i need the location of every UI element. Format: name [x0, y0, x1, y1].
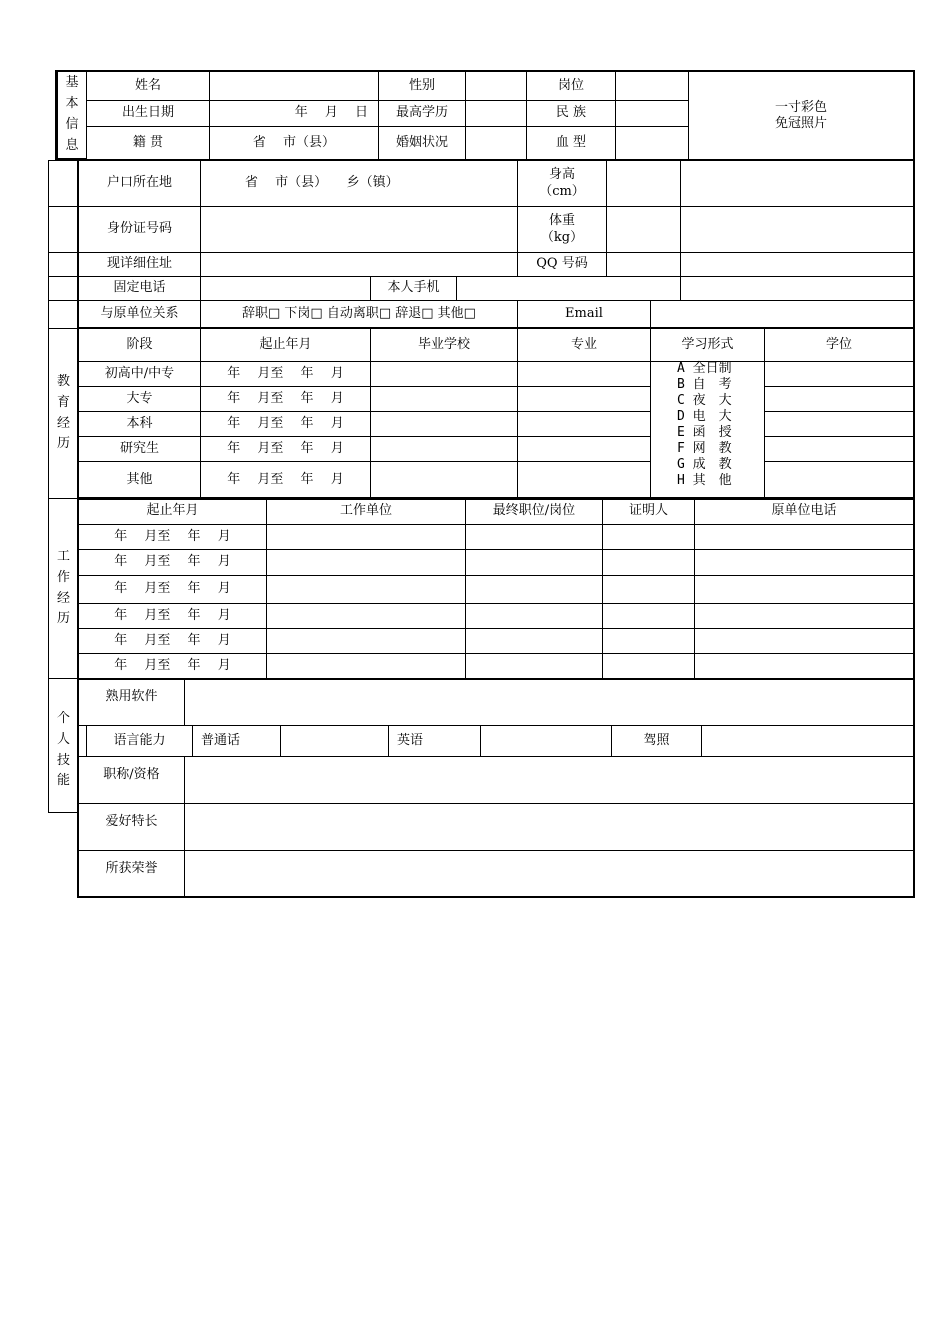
- license-label: 驾照: [611, 725, 702, 757]
- edu-header-stage: 阶段: [78, 328, 201, 362]
- edu-school-field[interactable]: [370, 461, 518, 499]
- edu-school-field[interactable]: [370, 361, 518, 387]
- row-gutter: [48, 300, 79, 329]
- edu-header-major: 专业: [517, 328, 651, 362]
- work-section-label: 工 作 经 历: [48, 498, 79, 679]
- edu-major-field[interactable]: [517, 386, 651, 412]
- native-label: 籍 贯: [86, 126, 210, 160]
- work-company-field[interactable]: [266, 603, 466, 629]
- work-phone-field[interactable]: [694, 549, 914, 576]
- edu-degree-field[interactable]: [764, 436, 914, 462]
- marital-field[interactable]: [465, 126, 527, 160]
- edu-degree-field[interactable]: [764, 361, 914, 387]
- work-phone-field[interactable]: [694, 628, 914, 654]
- basic-info-section-label: 基 本 信 息: [57, 71, 87, 159]
- extra-field[interactable]: [680, 276, 914, 301]
- hobby-label: 爱好特长: [78, 803, 185, 851]
- study-mode-item: F 网 教: [677, 441, 732, 456]
- edu-degree-field[interactable]: [764, 386, 914, 412]
- ethnic-label: 民 族: [526, 100, 616, 127]
- work-reference-field[interactable]: [602, 628, 695, 654]
- education-section-label: 教 育 经 历: [48, 328, 79, 499]
- row-gutter: [48, 160, 79, 207]
- language-label: 语言能力: [86, 725, 193, 757]
- title-label: 职称/资格: [78, 756, 185, 804]
- hukou-field[interactable]: 省 市（县） 乡（镇）: [200, 160, 518, 207]
- work-title-field[interactable]: [465, 549, 603, 576]
- study-mode-item: H 其 他: [677, 473, 732, 488]
- study-mode-list: [677, 361, 761, 489]
- work-period-field[interactable]: 年 月至 年 月: [78, 524, 267, 550]
- height-field[interactable]: [606, 160, 681, 207]
- row-gutter: [48, 276, 79, 301]
- edu-stage-label: 本科: [78, 411, 201, 437]
- edu-school-field[interactable]: [370, 436, 518, 462]
- work-header-title: 最终职位/岗位: [465, 498, 603, 525]
- edu-stage-label: 大专: [78, 386, 201, 412]
- edu-school-field[interactable]: [370, 411, 518, 437]
- honor-label: 所获荣誉: [78, 850, 185, 897]
- weight-field[interactable]: [606, 206, 681, 253]
- weight-label: 体重 （kg）: [517, 206, 607, 253]
- work-reference-field[interactable]: [602, 653, 695, 679]
- relation-label: 与原单位关系: [78, 300, 201, 329]
- row-gutter: [48, 206, 79, 253]
- honor-field[interactable]: [184, 850, 914, 897]
- work-company-field[interactable]: [266, 575, 466, 604]
- study-mode-item: C 夜 大: [677, 393, 732, 408]
- name-field[interactable]: [209, 71, 379, 101]
- blood-field[interactable]: [615, 126, 689, 160]
- work-company-field[interactable]: [266, 549, 466, 576]
- title-field[interactable]: [184, 756, 914, 804]
- gender-field[interactable]: [465, 71, 527, 101]
- email-label: Email: [517, 300, 651, 329]
- edu-period-field[interactable]: 年 月至 年 月: [200, 411, 371, 437]
- work-title-field[interactable]: [465, 575, 603, 604]
- work-company-field[interactable]: [266, 524, 466, 550]
- education-label: 最高学历: [378, 100, 466, 127]
- qq-field[interactable]: [606, 252, 681, 277]
- name-label: 姓名: [86, 71, 210, 101]
- work-header-phone: 原单位电话: [694, 498, 914, 525]
- mandarin-field[interactable]: [280, 725, 389, 757]
- edu-stage-label: 其他: [78, 461, 201, 499]
- position-field[interactable]: [615, 71, 689, 101]
- work-phone-field[interactable]: [694, 653, 914, 679]
- work-reference-field[interactable]: [602, 603, 695, 629]
- email-field[interactable]: [650, 300, 914, 329]
- hobby-field[interactable]: [184, 803, 914, 851]
- marital-label: 婚姻状况: [378, 126, 466, 160]
- mandarin-label: 普通话: [192, 725, 281, 757]
- work-phone-field[interactable]: [694, 575, 914, 604]
- edu-header-mode: 学习形式: [650, 328, 765, 362]
- extra-field[interactable]: [680, 160, 914, 207]
- edu-header-degree: 学位: [764, 328, 914, 362]
- work-reference-field[interactable]: [602, 575, 695, 604]
- address-label: 现详细住址: [78, 252, 201, 277]
- edu-degree-field[interactable]: [764, 411, 914, 437]
- work-period-field[interactable]: 年 月至 年 月: [78, 653, 267, 679]
- edu-school-field[interactable]: [370, 386, 518, 412]
- edu-header-period: 起止年月: [200, 328, 371, 362]
- edu-major-field[interactable]: [517, 361, 651, 387]
- edu-period-field[interactable]: 年 月至 年 月: [200, 386, 371, 412]
- height-label: 身高 （cm）: [517, 160, 607, 207]
- study-mode-item: E 函 授: [677, 425, 732, 440]
- edu-major-field[interactable]: [517, 461, 651, 499]
- education-field[interactable]: [465, 100, 527, 127]
- edu-period-field[interactable]: 年 月至 年 月: [200, 461, 371, 499]
- address-field[interactable]: [200, 252, 518, 277]
- idcard-field[interactable]: [200, 206, 518, 253]
- study-mode-item: B 自 考: [677, 377, 732, 392]
- study-mode-item: A 全日制: [677, 361, 732, 376]
- native-field[interactable]: 省 市（县）: [209, 126, 379, 160]
- work-title-field[interactable]: [465, 653, 603, 679]
- mobile-field[interactable]: [456, 276, 681, 301]
- english-label: 英语: [388, 725, 481, 757]
- ethnic-field[interactable]: [615, 100, 689, 127]
- edu-stage-label: 研究生: [78, 436, 201, 462]
- work-period-field[interactable]: 年 月至 年 月: [78, 575, 267, 604]
- work-reference-field[interactable]: [602, 549, 695, 576]
- edu-period-field[interactable]: 年 月至 年 月: [200, 361, 371, 387]
- edu-degree-field[interactable]: [764, 461, 914, 499]
- work-phone-field[interactable]: [694, 524, 914, 550]
- work-company-field[interactable]: [266, 628, 466, 654]
- birth-field[interactable]: 年 月 日: [209, 100, 379, 127]
- phone-field[interactable]: [200, 276, 371, 301]
- license-field[interactable]: [701, 725, 914, 757]
- qq-label: QQ 号码: [517, 252, 607, 277]
- work-period-field[interactable]: 年 月至 年 月: [78, 628, 267, 654]
- work-phone-field[interactable]: [694, 603, 914, 629]
- english-field[interactable]: [480, 725, 612, 757]
- position-label: 岗位: [526, 71, 616, 101]
- edu-stage-label: 初高中/中专: [78, 361, 201, 387]
- edu-major-field[interactable]: [517, 436, 651, 462]
- blood-label: 血 型: [526, 126, 616, 160]
- study-mode-item: D 电 大: [677, 409, 732, 424]
- row-gutter: [48, 252, 79, 277]
- extra-field[interactable]: [680, 206, 914, 253]
- hukou-label: 户口所在地: [78, 160, 201, 207]
- skills-section-label: 个 人 技 能: [48, 678, 79, 813]
- edu-header-school: 毕业学校: [370, 328, 518, 362]
- work-title-field[interactable]: [465, 628, 603, 654]
- work-period-field[interactable]: 年 月至 年 月: [78, 549, 267, 576]
- work-company-field[interactable]: [266, 653, 466, 679]
- software-field[interactable]: [184, 678, 914, 726]
- work-header-period: 起止年月: [78, 498, 267, 525]
- work-header-reference: 证明人: [602, 498, 695, 525]
- study-mode-item: G 成 教: [677, 457, 732, 472]
- idcard-label: 身份证号码: [78, 206, 201, 253]
- software-label: 熟用软件: [78, 678, 185, 726]
- work-header-company: 工作单位: [266, 498, 466, 525]
- edu-period-field[interactable]: 年 月至 年 月: [200, 436, 371, 462]
- work-reference-field[interactable]: [602, 524, 695, 550]
- work-period-field[interactable]: 年 月至 年 月: [78, 603, 267, 629]
- mobile-label: 本人手机: [370, 276, 457, 301]
- work-title-field[interactable]: [465, 603, 603, 629]
- edu-major-field[interactable]: [517, 411, 651, 437]
- extra-field[interactable]: [680, 252, 914, 277]
- birth-label: 出生日期: [86, 100, 210, 127]
- phone-label: 固定电话: [78, 276, 201, 301]
- work-title-field[interactable]: [465, 524, 603, 550]
- relation-options[interactable]: 辞职□ 下岗□ 自动离职□ 辞退□ 其他□: [200, 300, 518, 329]
- gender-label: 性别: [378, 71, 466, 101]
- photo-box[interactable]: 一寸彩色 免冠照片: [688, 71, 914, 161]
